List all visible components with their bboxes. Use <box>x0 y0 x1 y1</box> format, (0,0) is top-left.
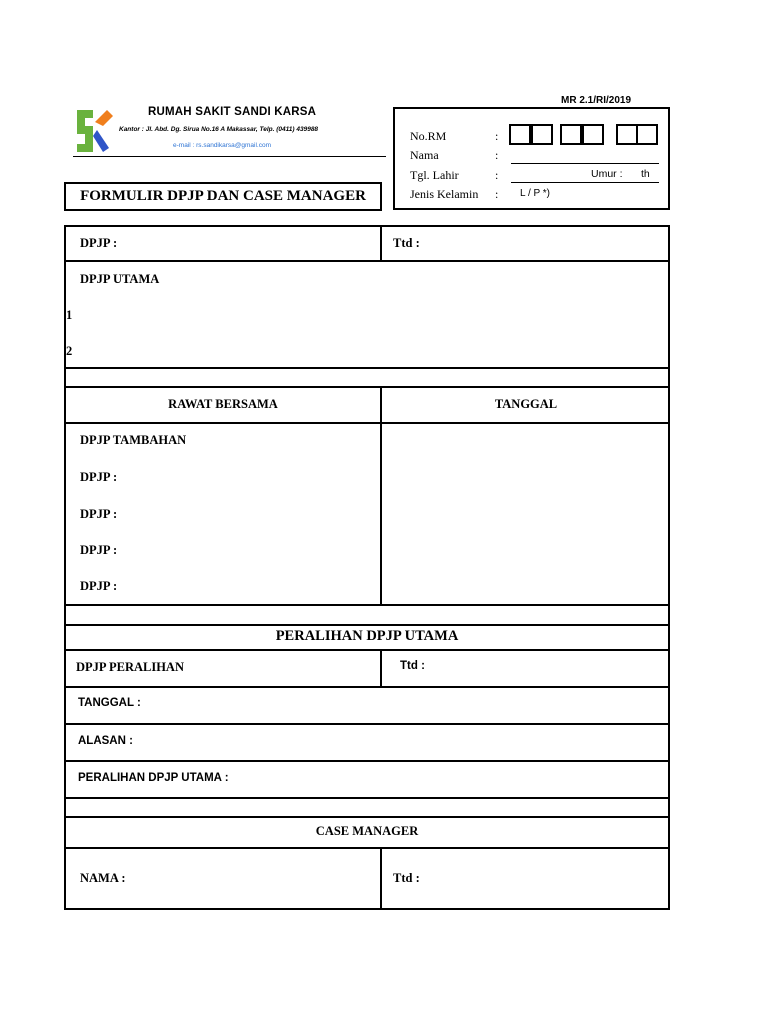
peralihan-ttd-label: Ttd : <box>400 660 425 672</box>
column-divider <box>380 847 382 910</box>
dpjp-tambahan-label: DPJP TAMBAHAN <box>80 433 187 447</box>
row-divider <box>64 604 670 606</box>
header-divider <box>73 156 386 157</box>
rm-digit-cell[interactable] <box>531 124 553 145</box>
hospital-address: Kantor : Jl. Abd. Dg. Sirua No.16 A Makassar, Telp. (0411) 439988 <box>119 126 319 133</box>
row-divider <box>64 723 670 725</box>
dpjp-tambahan-field[interactable]: DPJP : <box>80 579 118 593</box>
colon: : <box>495 129 499 143</box>
row-divider <box>64 649 670 651</box>
jenis-kelamin-label: Jenis Kelamin <box>410 187 479 201</box>
colon: : <box>495 187 499 201</box>
ttd-label: Ttd : <box>393 236 420 250</box>
dpjp-utama-row-number: 1 <box>66 308 73 322</box>
patient-identity-box <box>393 107 670 210</box>
peralihan-utama-label: PERALIHAN DPJP UTAMA : <box>78 772 229 784</box>
nama-label: Nama <box>410 148 439 162</box>
rm-digit-cell[interactable] <box>560 124 582 145</box>
row-divider <box>64 367 670 369</box>
hospital-logo <box>75 108 115 154</box>
dpjp-utama-row-number: 2 <box>66 344 73 358</box>
row-divider <box>64 422 670 424</box>
column-divider <box>380 386 382 606</box>
colon: : <box>495 168 499 182</box>
rm-digit-cell[interactable] <box>509 124 531 145</box>
tgl-lahir-label: Tgl. Lahir <box>410 168 459 182</box>
case-manager-ttd-label: Ttd : <box>393 871 420 885</box>
form-code: MR 2.1/RI/2019 <box>561 95 632 106</box>
dpjp-label: DPJP : <box>80 236 118 250</box>
alasan-label: ALASAN : <box>78 735 133 747</box>
form-title <box>64 182 382 211</box>
tgl-lahir-field[interactable] <box>511 182 659 183</box>
dpjp-utama-section <box>64 225 670 388</box>
hospital-name: RUMAH SAKIT SANDI KARSA <box>148 106 317 118</box>
umur-label: Umur : <box>591 168 623 180</box>
case-manager-title: CASE MANAGER <box>315 824 419 838</box>
case-manager-nama-label: NAMA : <box>80 871 126 885</box>
nama-field[interactable] <box>511 163 659 164</box>
colon: : <box>495 148 499 162</box>
rm-digit-cell[interactable] <box>616 124 638 145</box>
dpjp-tambahan-field[interactable]: DPJP : <box>80 470 118 484</box>
peralihan-section <box>64 624 670 818</box>
dpjp-tambahan-field[interactable]: DPJP : <box>80 543 118 557</box>
hospital-email[interactable]: e-mail : rs.sandikarsa@gmail.com <box>173 142 271 149</box>
no-rm-label: No.RM <box>410 129 447 143</box>
peralihan-tanggal-label: TANGGAL : <box>78 697 141 709</box>
umur-unit: th <box>641 168 650 180</box>
rawat-bersama-header: RAWAT BERSAMA <box>168 397 278 411</box>
row-divider <box>64 686 670 688</box>
column-divider <box>380 225 382 262</box>
dpjp-tambahan-field[interactable]: DPJP : <box>80 507 118 521</box>
row-divider <box>64 847 670 849</box>
gender-options[interactable]: L / P *) <box>520 188 551 199</box>
tanggal-header: TANGGAL <box>494 397 558 411</box>
column-divider <box>380 649 382 687</box>
rm-digit-cell[interactable] <box>636 124 658 145</box>
row-divider <box>64 797 670 799</box>
form-title-text: FORMULIR DPJP DAN CASE MANAGER <box>80 188 366 204</box>
rm-digit-cell[interactable] <box>582 124 604 145</box>
dpjp-utama-label: DPJP UTAMA <box>80 272 160 286</box>
row-divider <box>64 760 670 762</box>
peralihan-title: PERALIHAN DPJP UTAMA <box>275 628 459 644</box>
dpjp-peralihan-label: DPJP PERALIHAN <box>76 660 184 674</box>
row-divider <box>64 260 670 262</box>
